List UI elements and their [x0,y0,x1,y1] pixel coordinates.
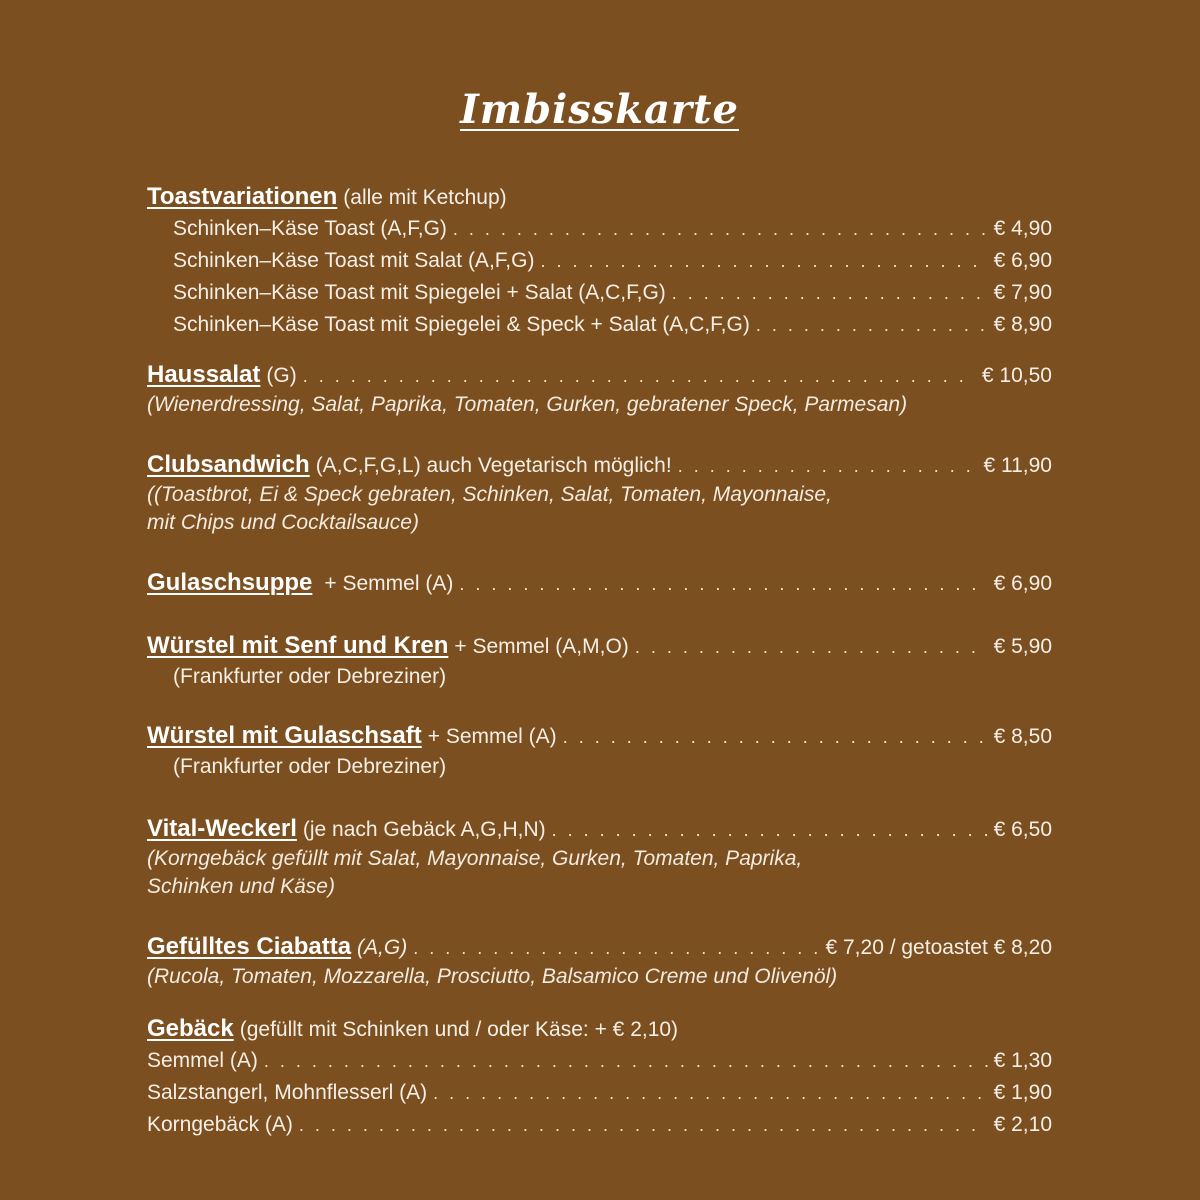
section-heading-suffix: (gefüllt mit Schinken und / oder Käse: + € 2,10) [239,1018,679,1041]
section-heading-suffix: (A,C,F,G,L) auch Vegetarisch möglich! [315,454,672,477]
dot-leader [413,932,819,964]
section-heading-row [147,630,1052,662]
section-heading-row [147,567,1052,599]
menu-page [147,0,1052,1200]
item-price: € 2,10 [993,1113,1052,1136]
dot-leader [303,360,976,392]
item-note: (Frankfurter oder Debreziner) [173,665,447,688]
item-price: € 11,90 [983,454,1052,477]
item-name: Schinken–Käse Toast mit Spiegelei + Salat (A,C,F,G) [173,281,666,304]
section-vital-weckerl [147,813,1052,901]
section-clubsandwich [147,449,1052,537]
section-heading-row [147,1013,1052,1045]
section-heading: Würstel mit Gulaschsaft [147,722,422,749]
section-heading-suffix: + Semmel (A) [324,572,454,595]
menu-item [147,245,1052,277]
section-heading-suffix: (G) [266,364,297,387]
section-gulaschsuppe [147,567,1052,599]
section-heading: Vital-Weckerl [147,815,297,842]
menu-item [147,277,1052,309]
section-heading-suffix: (je nach Gebäck A,G,H,N) [302,818,546,841]
section-heading-row [147,931,1052,963]
section-heading-row [147,813,1052,845]
item-price: € 4,90 [993,217,1052,240]
item-note: (Frankfurter oder Debreziner) [173,755,447,778]
dot-leader [453,213,988,245]
dot-leader [540,245,987,277]
section-heading-row [147,449,1052,481]
menu-title [147,86,1052,133]
item-name: Korngebäck (A) [147,1113,293,1136]
item-price: € 6,90 [993,572,1052,595]
item-price: € 1,30 [993,1049,1052,1072]
item-price: € 10,50 [981,364,1052,387]
dot-leader [635,631,988,663]
section-heading-suffix: (A,G) [357,936,408,959]
item-description: ((Toastbrot, Ei & Speck gebraten, Schinken, Salat, Tomaten, Mayonnaise, [147,483,832,506]
item-price: € 6,90 [993,249,1052,272]
dot-leader [563,721,988,753]
dot-leader [672,277,988,309]
section-heading: Toastvariationen [147,183,338,210]
item-price: € 1,90 [993,1081,1052,1104]
menu-item [147,1077,1052,1109]
dot-leader [433,1077,988,1109]
item-price: € 8,90 [993,313,1052,336]
item-price: € 6,50 [993,818,1052,841]
dot-leader [678,450,978,482]
menu-item [147,309,1052,341]
dot-leader [552,814,988,846]
menu-item [147,1045,1052,1077]
section-toast [147,181,1052,341]
item-price: € 7,90 [993,281,1052,304]
section-heading: Clubsandwich [147,451,310,478]
section-haussalat [147,359,1052,419]
dot-leader [459,568,987,600]
section-heading: Gebäck [147,1015,234,1042]
section-heading: Würstel mit Senf und Kren [147,632,449,659]
item-name: Schinken–Käse Toast mit Spiegelei & Speck + Salat (A,C,F,G) [173,313,750,336]
section-heading-row [147,720,1052,752]
item-name: Semmel (A) [147,1049,258,1072]
section-heading-row [147,359,1052,391]
dot-leader [299,1109,988,1141]
item-description: Schinken und Käse) [147,875,335,898]
section-heading-suffix: (alle mit Ketchup) [343,186,507,209]
section-heading-row [147,181,1052,213]
section-ciabatta [147,931,1052,991]
item-price: € 7,20 / getoastet € 8,20 [825,936,1052,959]
item-description: (Rucola, Tomaten, Mozzarella, Prosciutto, Balsamico Creme und Olivenöl) [147,965,838,988]
item-description: mit Chips und Cocktailsauce) [147,511,419,534]
menu-item [147,1109,1052,1141]
section-heading-suffix: + Semmel (A,M,O) [454,635,629,658]
section-wuerstel-gulasch [147,720,1052,782]
section-heading: Gefülltes Ciabatta [147,933,352,960]
section-heading: Gulaschsuppe [147,569,313,596]
item-price: € 5,90 [993,635,1052,658]
section-heading: Haussalat [147,361,261,388]
section-wuerstel-senf [147,630,1052,692]
dot-leader [756,309,988,341]
item-description: (Wienerdressing, Salat, Paprika, Tomaten, Gurken, gebratener Speck, Parmesan) [147,393,908,416]
menu-item [147,213,1052,245]
item-description: (Korngebäck gefüllt mit Salat, Mayonnaise, Gurken, Tomaten, Paprika, [147,847,803,870]
section-heading-suffix: + Semmel (A) [427,725,557,748]
item-name: Schinken–Käse Toast (A,F,G) [173,217,447,240]
menu-title-text: Imbisskarte [460,86,739,133]
item-name: Schinken–Käse Toast mit Salat (A,F,G) [173,249,535,272]
section-gebaeck [147,1013,1052,1141]
dot-leader [264,1045,988,1077]
item-name: Salzstangerl, Mohnflesserl (A) [147,1081,428,1104]
item-price: € 8,50 [993,725,1052,748]
